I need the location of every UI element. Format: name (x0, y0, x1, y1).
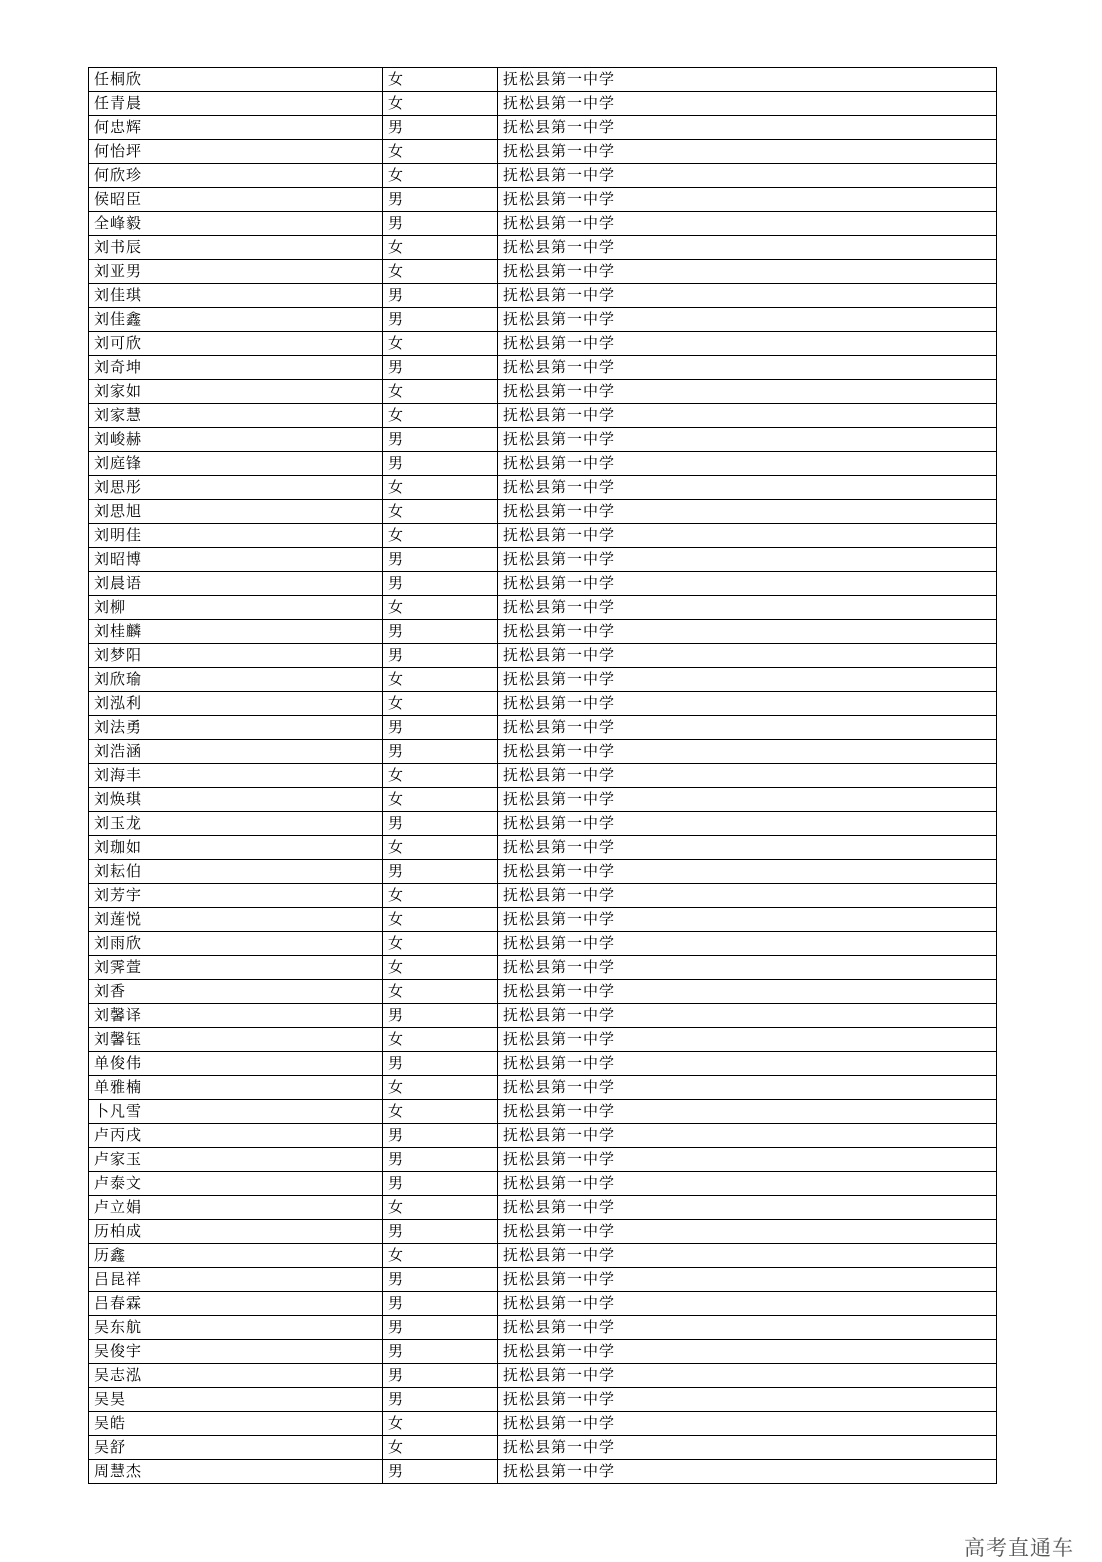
school-cell: 抚松县第一中学 (498, 812, 997, 836)
table-row (89, 1196, 997, 1220)
table-row (89, 1412, 997, 1436)
school-cell: 抚松县第一中学 (498, 1196, 997, 1220)
student-name-cell: 卜凡雪 (89, 1100, 383, 1124)
table-row (89, 164, 997, 188)
school-cell: 抚松县第一中学 (498, 596, 997, 620)
school-cell: 抚松县第一中学 (498, 116, 997, 140)
school-cell: 抚松县第一中学 (498, 884, 997, 908)
table-row (89, 1316, 997, 1340)
table-row (89, 812, 997, 836)
table-row (89, 908, 997, 932)
student-name-cell: 吕昆祥 (89, 1268, 383, 1292)
student-name-cell: 任青晨 (89, 92, 383, 116)
school-cell: 抚松县第一中学 (498, 1004, 997, 1028)
school-cell: 抚松县第一中学 (498, 92, 997, 116)
gender-cell: 女 (383, 1076, 498, 1100)
student-name-cell: 刘家慧 (89, 404, 383, 428)
student-name-cell: 刘梦阳 (89, 644, 383, 668)
school-cell: 抚松县第一中学 (498, 740, 997, 764)
table-row (89, 1268, 997, 1292)
table-row (89, 452, 997, 476)
table-row (89, 668, 997, 692)
school-cell: 抚松县第一中学 (498, 1148, 997, 1172)
table-row (89, 356, 997, 380)
student-name-cell: 刘柳 (89, 596, 383, 620)
student-name-cell: 刘庭锋 (89, 452, 383, 476)
student-name-cell: 单雅楠 (89, 1076, 383, 1100)
student-name-cell: 刘浩涵 (89, 740, 383, 764)
student-name-cell: 刘玉龙 (89, 812, 383, 836)
school-cell: 抚松县第一中学 (498, 1268, 997, 1292)
student-name-cell: 全峰毅 (89, 212, 383, 236)
table-row (89, 476, 997, 500)
gender-cell: 男 (383, 452, 498, 476)
school-cell: 抚松县第一中学 (498, 1124, 997, 1148)
table-row (89, 116, 997, 140)
school-cell: 抚松县第一中学 (498, 1028, 997, 1052)
table-row (89, 860, 997, 884)
school-cell: 抚松县第一中学 (498, 1388, 997, 1412)
table-row (89, 1364, 997, 1388)
table-row (89, 188, 997, 212)
school-cell: 抚松县第一中学 (498, 956, 997, 980)
table-row (89, 1052, 997, 1076)
school-cell: 抚松县第一中学 (498, 68, 997, 92)
gender-cell: 女 (383, 476, 498, 500)
school-cell: 抚松县第一中学 (498, 980, 997, 1004)
student-name-cell: 侯昭臣 (89, 188, 383, 212)
table-row (89, 236, 997, 260)
school-cell: 抚松县第一中学 (498, 1172, 997, 1196)
student-name-cell: 历鑫 (89, 1244, 383, 1268)
table-row (89, 1340, 997, 1364)
student-name-cell: 何怡坪 (89, 140, 383, 164)
school-cell: 抚松县第一中学 (498, 188, 997, 212)
table-row (89, 428, 997, 452)
school-cell: 抚松县第一中学 (498, 164, 997, 188)
student-name-cell: 刘欣瑜 (89, 668, 383, 692)
student-name-cell: 刘霁萱 (89, 956, 383, 980)
school-cell: 抚松县第一中学 (498, 140, 997, 164)
gender-cell: 男 (383, 644, 498, 668)
school-cell: 抚松县第一中学 (498, 500, 997, 524)
school-cell: 抚松县第一中学 (498, 1340, 997, 1364)
gender-cell: 女 (383, 68, 498, 92)
school-cell: 抚松县第一中学 (498, 1364, 997, 1388)
gender-cell: 男 (383, 572, 498, 596)
table-row (89, 1220, 997, 1244)
table-row (89, 1124, 997, 1148)
table-row (89, 836, 997, 860)
school-cell: 抚松县第一中学 (498, 692, 997, 716)
table-row (89, 884, 997, 908)
gender-cell: 女 (383, 380, 498, 404)
student-name-cell: 刘奇坤 (89, 356, 383, 380)
gender-cell: 女 (383, 764, 498, 788)
table-row (89, 1076, 997, 1100)
roster-body (89, 68, 997, 1484)
student-name-cell: 任桐欣 (89, 68, 383, 92)
school-cell: 抚松县第一中学 (498, 524, 997, 548)
table-row (89, 260, 997, 284)
student-name-cell: 吕春霖 (89, 1292, 383, 1316)
student-name-cell: 刘佳琪 (89, 284, 383, 308)
school-cell: 抚松县第一中学 (498, 356, 997, 380)
student-name-cell: 刘泓利 (89, 692, 383, 716)
table-row (89, 1148, 997, 1172)
roster-table (88, 67, 997, 1484)
student-name-cell: 刘思旭 (89, 500, 383, 524)
student-name-cell: 刘峻赫 (89, 428, 383, 452)
student-name-cell: 刘珈如 (89, 836, 383, 860)
gender-cell: 女 (383, 1028, 498, 1052)
student-name-cell: 吴志泓 (89, 1364, 383, 1388)
table-row (89, 1004, 997, 1028)
table-row (89, 524, 997, 548)
school-cell: 抚松县第一中学 (498, 572, 997, 596)
student-name-cell: 单俊伟 (89, 1052, 383, 1076)
table-row (89, 596, 997, 620)
school-cell: 抚松县第一中学 (498, 1460, 997, 1484)
gender-cell: 女 (383, 908, 498, 932)
school-cell: 抚松县第一中学 (498, 932, 997, 956)
gender-cell: 女 (383, 836, 498, 860)
school-cell: 抚松县第一中学 (498, 1436, 997, 1460)
gender-cell: 女 (383, 260, 498, 284)
student-name-cell: 刘家如 (89, 380, 383, 404)
student-name-cell: 刘芳宇 (89, 884, 383, 908)
table-row (89, 788, 997, 812)
school-cell: 抚松县第一中学 (498, 644, 997, 668)
student-name-cell: 吴皓 (89, 1412, 383, 1436)
table-row (89, 1028, 997, 1052)
gender-cell: 男 (383, 740, 498, 764)
gender-cell: 男 (383, 212, 498, 236)
student-name-cell: 刘思彤 (89, 476, 383, 500)
school-cell: 抚松县第一中学 (498, 452, 997, 476)
table-row (89, 764, 997, 788)
table-row (89, 956, 997, 980)
gender-cell: 女 (383, 164, 498, 188)
school-cell: 抚松县第一中学 (498, 1244, 997, 1268)
student-name-cell: 刘馨译 (89, 1004, 383, 1028)
gender-cell: 女 (383, 932, 498, 956)
table-row (89, 644, 997, 668)
table-row (89, 308, 997, 332)
table-row (89, 140, 997, 164)
student-name-cell: 吴昊 (89, 1388, 383, 1412)
gender-cell: 男 (383, 716, 498, 740)
school-cell: 抚松县第一中学 (498, 1412, 997, 1436)
table-row (89, 716, 997, 740)
gender-cell: 女 (383, 956, 498, 980)
school-cell: 抚松县第一中学 (498, 620, 997, 644)
student-name-cell: 吴俊宇 (89, 1340, 383, 1364)
table-row (89, 500, 997, 524)
gender-cell: 男 (383, 428, 498, 452)
school-cell: 抚松县第一中学 (498, 908, 997, 932)
school-cell: 抚松县第一中学 (498, 764, 997, 788)
student-name-cell: 周慧杰 (89, 1460, 383, 1484)
table-row (89, 380, 997, 404)
student-name-cell: 刘香 (89, 980, 383, 1004)
gender-cell: 男 (383, 620, 498, 644)
school-cell: 抚松县第一中学 (498, 1076, 997, 1100)
student-name-cell: 卢家玉 (89, 1148, 383, 1172)
table-row (89, 980, 997, 1004)
school-cell: 抚松县第一中学 (498, 716, 997, 740)
table-row (89, 692, 997, 716)
school-cell: 抚松县第一中学 (498, 548, 997, 572)
table-row (89, 1388, 997, 1412)
student-name-cell: 刘雨欣 (89, 932, 383, 956)
gender-cell: 男 (383, 1388, 498, 1412)
gender-cell: 男 (383, 812, 498, 836)
table-row (89, 1436, 997, 1460)
gender-cell: 男 (383, 1268, 498, 1292)
gender-cell: 男 (383, 1172, 498, 1196)
gender-cell: 男 (383, 1220, 498, 1244)
student-name-cell: 刘法勇 (89, 716, 383, 740)
gender-cell: 男 (383, 1340, 498, 1364)
gender-cell: 男 (383, 1364, 498, 1388)
gender-cell: 女 (383, 1436, 498, 1460)
school-cell: 抚松县第一中学 (498, 476, 997, 500)
gender-cell: 男 (383, 860, 498, 884)
student-name-cell: 刘佳鑫 (89, 308, 383, 332)
gender-cell: 男 (383, 548, 498, 572)
school-cell: 抚松县第一中学 (498, 308, 997, 332)
student-name-cell: 刘馨钰 (89, 1028, 383, 1052)
gender-cell: 男 (383, 1004, 498, 1028)
gender-cell: 男 (383, 1316, 498, 1340)
table-row (89, 1172, 997, 1196)
school-cell: 抚松县第一中学 (498, 236, 997, 260)
student-name-cell: 吴舒 (89, 1436, 383, 1460)
table-row (89, 1100, 997, 1124)
school-cell: 抚松县第一中学 (498, 1316, 997, 1340)
table-row (89, 1292, 997, 1316)
gender-cell: 女 (383, 236, 498, 260)
student-name-cell: 刘书辰 (89, 236, 383, 260)
student-name-cell: 刘耘伯 (89, 860, 383, 884)
gender-cell: 女 (383, 788, 498, 812)
table-row (89, 548, 997, 572)
gender-cell: 男 (383, 1052, 498, 1076)
school-cell: 抚松县第一中学 (498, 1292, 997, 1316)
table-row (89, 572, 997, 596)
gender-cell: 女 (383, 332, 498, 356)
school-cell: 抚松县第一中学 (498, 212, 997, 236)
student-name-cell: 刘昭博 (89, 548, 383, 572)
gender-cell: 女 (383, 140, 498, 164)
table-row (89, 212, 997, 236)
gender-cell: 女 (383, 1244, 498, 1268)
school-cell: 抚松县第一中学 (498, 428, 997, 452)
gender-cell: 女 (383, 1412, 498, 1436)
table-row (89, 1460, 997, 1484)
gender-cell: 男 (383, 188, 498, 212)
school-cell: 抚松县第一中学 (498, 1100, 997, 1124)
gender-cell: 女 (383, 500, 498, 524)
school-cell: 抚松县第一中学 (498, 668, 997, 692)
school-cell: 抚松县第一中学 (498, 332, 997, 356)
gender-cell: 男 (383, 356, 498, 380)
table-row (89, 740, 997, 764)
table-row (89, 68, 997, 92)
gender-cell: 女 (383, 596, 498, 620)
school-cell: 抚松县第一中学 (498, 260, 997, 284)
gender-cell: 男 (383, 308, 498, 332)
gender-cell: 女 (383, 668, 498, 692)
gender-cell: 男 (383, 1148, 498, 1172)
student-name-cell: 刘桂麟 (89, 620, 383, 644)
student-name-cell: 历柏成 (89, 1220, 383, 1244)
school-cell: 抚松县第一中学 (498, 284, 997, 308)
student-name-cell: 卢立娟 (89, 1196, 383, 1220)
gender-cell: 男 (383, 116, 498, 140)
student-name-cell: 刘晨语 (89, 572, 383, 596)
student-name-cell: 卢丙戌 (89, 1124, 383, 1148)
student-name-cell: 何欣珍 (89, 164, 383, 188)
table-row (89, 932, 997, 956)
school-cell: 抚松县第一中学 (498, 836, 997, 860)
student-name-cell: 吴东航 (89, 1316, 383, 1340)
gender-cell: 女 (383, 524, 498, 548)
gender-cell: 女 (383, 92, 498, 116)
table-row (89, 332, 997, 356)
student-name-cell: 刘海丰 (89, 764, 383, 788)
table-row (89, 1244, 997, 1268)
gender-cell: 女 (383, 1196, 498, 1220)
table-row (89, 620, 997, 644)
school-cell: 抚松县第一中学 (498, 788, 997, 812)
gender-cell: 女 (383, 404, 498, 428)
student-name-cell: 刘焕琪 (89, 788, 383, 812)
student-name-cell: 刘可欣 (89, 332, 383, 356)
student-name-cell: 何忠辉 (89, 116, 383, 140)
student-name-cell: 刘明佳 (89, 524, 383, 548)
gender-cell: 女 (383, 884, 498, 908)
student-name-cell: 卢泰文 (89, 1172, 383, 1196)
school-cell: 抚松县第一中学 (498, 1220, 997, 1244)
school-cell: 抚松县第一中学 (498, 860, 997, 884)
gender-cell: 女 (383, 980, 498, 1004)
school-cell: 抚松县第一中学 (498, 404, 997, 428)
gender-cell: 男 (383, 1124, 498, 1148)
student-name-cell: 刘莲悦 (89, 908, 383, 932)
student-name-cell: 刘亚男 (89, 260, 383, 284)
table-row (89, 404, 997, 428)
table-row (89, 284, 997, 308)
gender-cell: 男 (383, 1292, 498, 1316)
school-cell: 抚松县第一中学 (498, 1052, 997, 1076)
table-row (89, 92, 997, 116)
gender-cell: 男 (383, 284, 498, 308)
watermark-text: 高考直通车 (964, 1536, 1074, 1560)
gender-cell: 女 (383, 692, 498, 716)
gender-cell: 男 (383, 1460, 498, 1484)
school-cell: 抚松县第一中学 (498, 380, 997, 404)
gender-cell: 女 (383, 1100, 498, 1124)
